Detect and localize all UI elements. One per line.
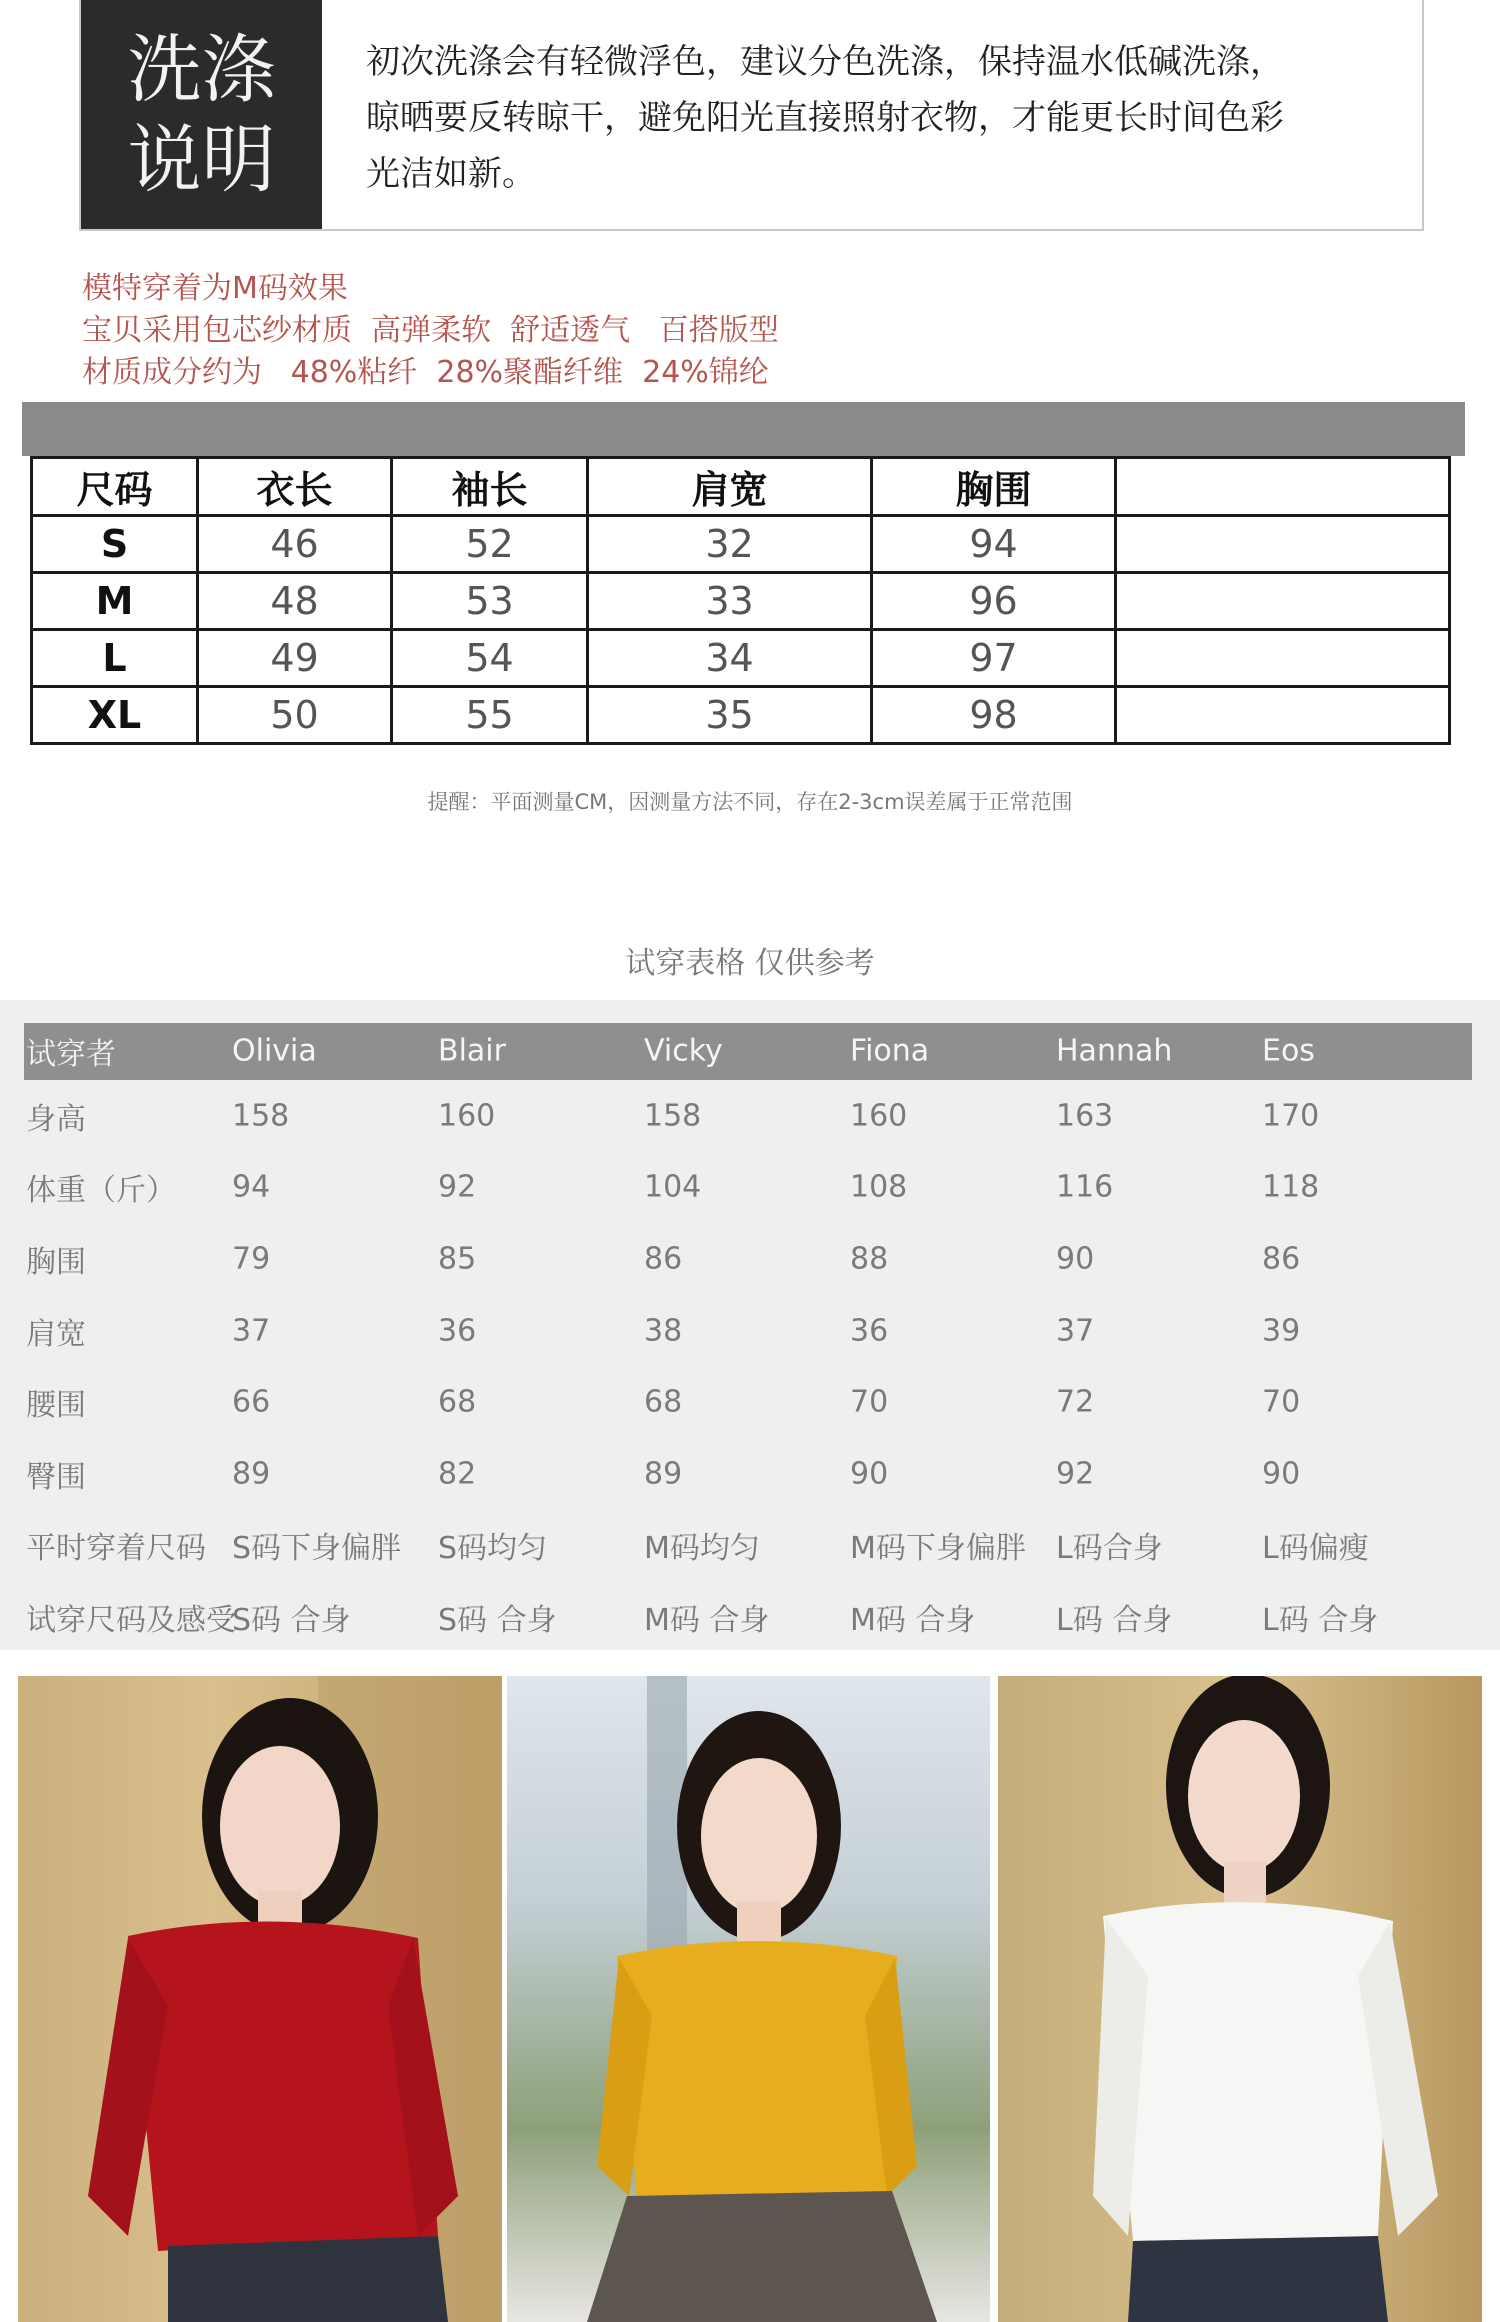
measure-cell: 48 [198,573,392,630]
tryon-cell: M码 合身 [850,1602,976,1638]
size-header-cell: 袖长 [392,458,588,516]
tryon-cell: 163 [1056,1098,1114,1134]
tryon-cell: Blair [438,1033,506,1069]
tryon-cell: 116 [1056,1169,1114,1205]
tryon-row-label: 臀围 [26,1459,86,1495]
measurement-tip: 提醒：平面测量CM，因测量方法不同，存在2-3cm误差属于正常范围 [427,790,1073,814]
tryon-cell: 158 [644,1098,702,1134]
tryon-cell: 94 [232,1169,271,1205]
size-cell: M [32,573,198,630]
tryon-cell: 36 [850,1313,889,1349]
tryon-cell: Eos [1262,1033,1315,1069]
tryon-cell: 90 [1056,1241,1095,1277]
tryon-row-label: 身高 [26,1101,86,1137]
size-cell: L [32,630,198,687]
note-line1: 模特穿着为M码效果 [82,271,348,306]
tryon-cell: 86 [644,1241,683,1277]
tryon-cell: M码均匀 [644,1531,760,1567]
tryon-cell: 92 [1056,1456,1095,1492]
size-header-cell [1116,458,1450,516]
tryon-cell: 72 [1056,1384,1095,1420]
tryon-cell: 90 [850,1456,889,1492]
wash-text-line1: 初次洗涤会有轻微浮色，建议分色洗涤，保持温水低碱洗涤， [366,42,1284,82]
measure-cell: 97 [872,630,1116,687]
tryon-cell: L码合身 [1056,1531,1163,1567]
tryon-cell: 66 [232,1384,271,1420]
tryon-cell: 39 [1262,1313,1301,1349]
size-table-row [32,687,1450,744]
tryon-cell: 104 [644,1169,702,1205]
wash-title-line2: 说明 [127,116,276,203]
tryon-cell: 37 [232,1313,271,1349]
measure-cell [1116,687,1450,744]
tryon-row-label: 试穿尺码及感受 [26,1602,236,1638]
measure-cell: 96 [872,573,1116,630]
tryon-cell: 160 [438,1098,496,1134]
tryon-cell: 68 [438,1384,477,1420]
measure-cell: 50 [198,687,392,744]
note-line3: 材质成分约为 48%粘纤 28%聚酯纤维 24%锦纶 [82,355,769,390]
size-header-cell: 肩宽 [588,458,872,516]
size-cell: XL [32,687,198,744]
tryon-cell: 70 [1262,1384,1301,1420]
tryon-cell: L码偏瘦 [1262,1531,1369,1567]
measure-cell: 46 [198,516,392,573]
tryon-cell: 158 [232,1098,290,1134]
model-red-illustration [18,1676,502,2322]
size-table [30,456,1451,745]
measure-cell: 33 [588,573,872,630]
tryon-cell: Olivia [232,1033,317,1069]
note-line2: 宝贝采用包芯纱材质 高弹柔软 舒适透气 百搭版型 [82,313,779,348]
tryon-row-label: 试穿者 [26,1037,116,1072]
measure-cell [1116,573,1450,630]
tryon-cell: 89 [232,1456,271,1492]
wash-title [81,0,322,229]
tryon-cell: 37 [1056,1313,1095,1349]
measure-cell: 34 [588,630,872,687]
tryon-cell: 70 [850,1384,889,1420]
tryon-cell: 108 [850,1169,908,1205]
size-table-row [32,630,1450,687]
size-table-row [32,573,1450,630]
tryon-cell: S码 合身 [438,1602,557,1638]
size-table-row [32,516,1450,573]
measure-cell: 53 [392,573,588,630]
wash-title-line1: 洗涤 [127,26,276,113]
measure-cell: 52 [392,516,588,573]
tryon-cell: 36 [438,1313,477,1349]
tryon-cell: 85 [438,1241,477,1277]
tryon-cell: L码 合身 [1056,1602,1173,1638]
tryon-cell: 82 [438,1456,477,1492]
tryon-cell: 92 [438,1169,477,1205]
tryon-cell: 118 [1262,1169,1320,1205]
size-header-cell: 尺码 [32,458,198,516]
tryon-title: 试穿表格 仅供参考 [625,946,875,981]
wash-text [366,34,1396,202]
measure-cell: 55 [392,687,588,744]
model-photo-red [18,1676,502,2322]
tryon-cell: M码 合身 [644,1602,770,1638]
tryon-cell: 86 [1262,1241,1301,1277]
tryon-cell: L码 合身 [1262,1602,1379,1638]
wash-text-line2: 晾晒要反转晾干，避免阳光直接照射衣物，才能更长时间色彩 [366,98,1284,138]
size-table-header-row [32,458,1450,516]
product-notes [82,268,779,394]
wash-text-line3: 光洁如新。 [366,154,536,194]
tryon-cell: 89 [644,1456,683,1492]
tryon-row-label: 平时穿着尺码 [26,1531,206,1567]
measure-cell: 32 [588,516,872,573]
tryon-row-label: 体重（斤） [26,1173,176,1209]
measure-cell: 98 [872,687,1116,744]
tryon-cell: 68 [644,1384,683,1420]
tryon-cell: S码下身偏胖 [232,1531,402,1567]
tryon-cell: 38 [644,1313,683,1349]
model-photo-white [998,1676,1482,2322]
size-table-header-bar [22,402,1465,456]
tryon-cell: S码 合身 [232,1602,351,1638]
tryon-row-label: 肩宽 [26,1316,86,1352]
tryon-cell: 170 [1262,1098,1320,1134]
tryon-row-label: 胸围 [26,1244,86,1280]
model-white-illustration [998,1676,1482,2322]
measure-cell: 54 [392,630,588,687]
size-header-cell: 衣长 [198,458,392,516]
measure-cell: 94 [872,516,1116,573]
tryon-cell: 90 [1262,1456,1301,1492]
tryon-cell: M码下身偏胖 [850,1531,1026,1567]
model-yellow-illustration [507,1676,990,2322]
tryon-row-label: 腰围 [26,1388,86,1424]
tryon-cell: Fiona [850,1033,930,1069]
wash-instructions-box [79,0,1424,231]
tryon-cell: Hannah [1056,1033,1173,1069]
tryon-cell: Vicky [644,1033,723,1069]
measure-cell [1116,630,1450,687]
tryon-cell: S码均匀 [438,1531,548,1567]
measure-cell [1116,516,1450,573]
measure-cell: 35 [588,687,872,744]
size-header-cell: 胸围 [872,458,1116,516]
tryon-cell: 160 [850,1098,908,1134]
size-cell: S [32,516,198,573]
tryon-cell: 88 [850,1241,889,1277]
tryon-cell: 79 [232,1241,271,1277]
measure-cell: 49 [198,630,392,687]
model-photo-yellow [507,1676,990,2322]
